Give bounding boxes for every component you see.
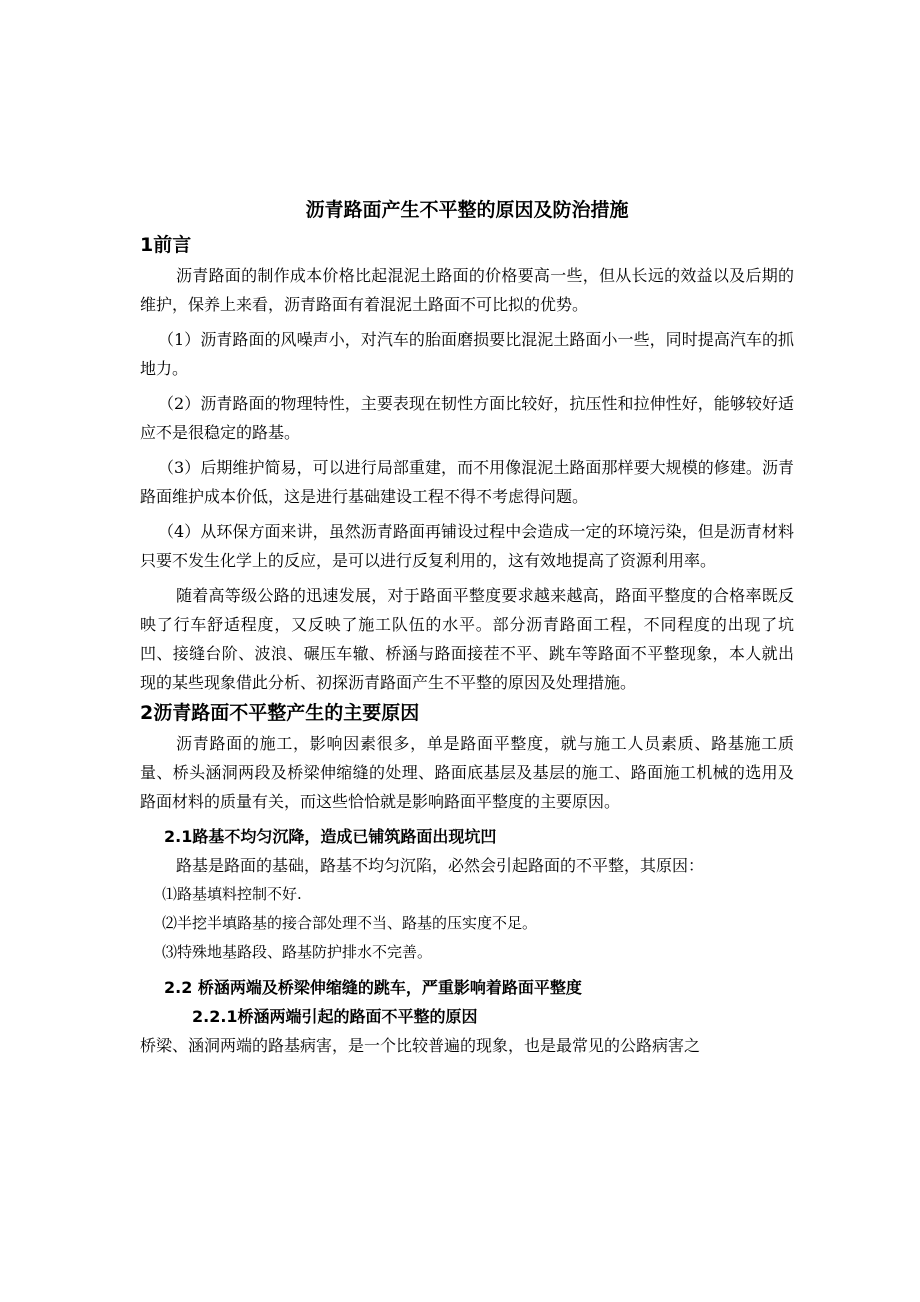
section-1-paragraph: 随着高等级公路的迅速发展，对于路面平整度要求越来越高，路面平整度的合格率既反映了行车舒适程度，又反映了施工队伍的水平。部分沥青路面工程，不同程度的出现了坑凹、接缝台阶、波浪、碾压车辙、桥涵与路面接茬不平、跳车等路面不平整现象，本人就出现的某些现象借此分析、初探沥青路面产生不平整的原因及处理措施。 xyxy=(140,586,794,692)
section-1-point-3: （3）后期维护简易，可以进行局部重建，而不用像混泥土路面那样要大规模的修建。沥青路面维护成本价低，这是进行基础建设工程不得不考虑得问题。 xyxy=(140,458,794,506)
section-1-point-2: （2）沥青路面的物理特性，主要表现在韧性方面比较好，抗压性和拉伸性好，能够较好适应不是很稳定的路基。 xyxy=(140,394,794,442)
subsection-2-1-heading: 2.1路基不均匀沉降，造成已铺筑路面出现坑凹 xyxy=(164,827,497,846)
section-1-intro: 沥青路面的制作成本价格比起混泥土路面的价格要高一些，但从长远的效益以及后期的维护，保养上来看，沥青路面有着混泥土路面不可比拟的优势。 xyxy=(140,266,794,314)
list-item: ⑵半挖半填路基的接合部处理不当、路基的压实度不足。 xyxy=(162,914,538,932)
document-body xyxy=(140,193,794,1060)
subsection-2-2-heading: 2.2 桥涵两端及桥梁伸缩缝的跳车，严重影响着路面平整度 xyxy=(164,978,582,997)
document-title: 沥青路面产生不平整的原因及防治措施 xyxy=(305,199,629,221)
section-1-heading: 1前言 xyxy=(140,234,192,256)
section-2-heading: 2沥青路面不平整产生的主要原因 xyxy=(140,702,420,724)
section-1-point-4: （4）从环保方面来讲，虽然沥青路面再铺设过程中会造成一定的环境污染，但是沥青材料只要不发生化学上的反应，是可以进行反复利用的，这有效地提高了资源利用率。 xyxy=(140,522,794,570)
list-item: ⑶特殊地基路段、路基防护排水不完善。 xyxy=(162,943,433,961)
section-2-intro: 沥青路面的施工，影响因素很多，单是路面平整度，就与施工人员素质、路基施工质量、桥头涵洞两段及桥梁伸缩缝的处理、路面底基层及基层的施工、路面施工机械的选用及路面材料的质量有关，而这些恰恰就是影响路面平整度的主要原因。 xyxy=(140,734,794,811)
subsection-2-2-1-text: 桥梁、涵洞两端的路基病害，是一个比较普遍的现象，也是最常见的公路病害之 xyxy=(140,1036,701,1055)
list-item: ⑴路基填料控制不好. xyxy=(162,885,302,903)
subsection-2-1-text: 路基是路面的基础，路基不均匀沉陷，必然会引起路面的不平整，其原因： xyxy=(176,856,705,875)
section-1-point-1: （1）沥青路面的风噪声小，对汽车的胎面磨损要比混泥土路面小一些，同时提高汽车的抓地力。 xyxy=(140,330,794,378)
subsection-2-2-1-heading: 2.2.1桥涵两端引起的路面不平整的原因 xyxy=(192,1007,478,1026)
